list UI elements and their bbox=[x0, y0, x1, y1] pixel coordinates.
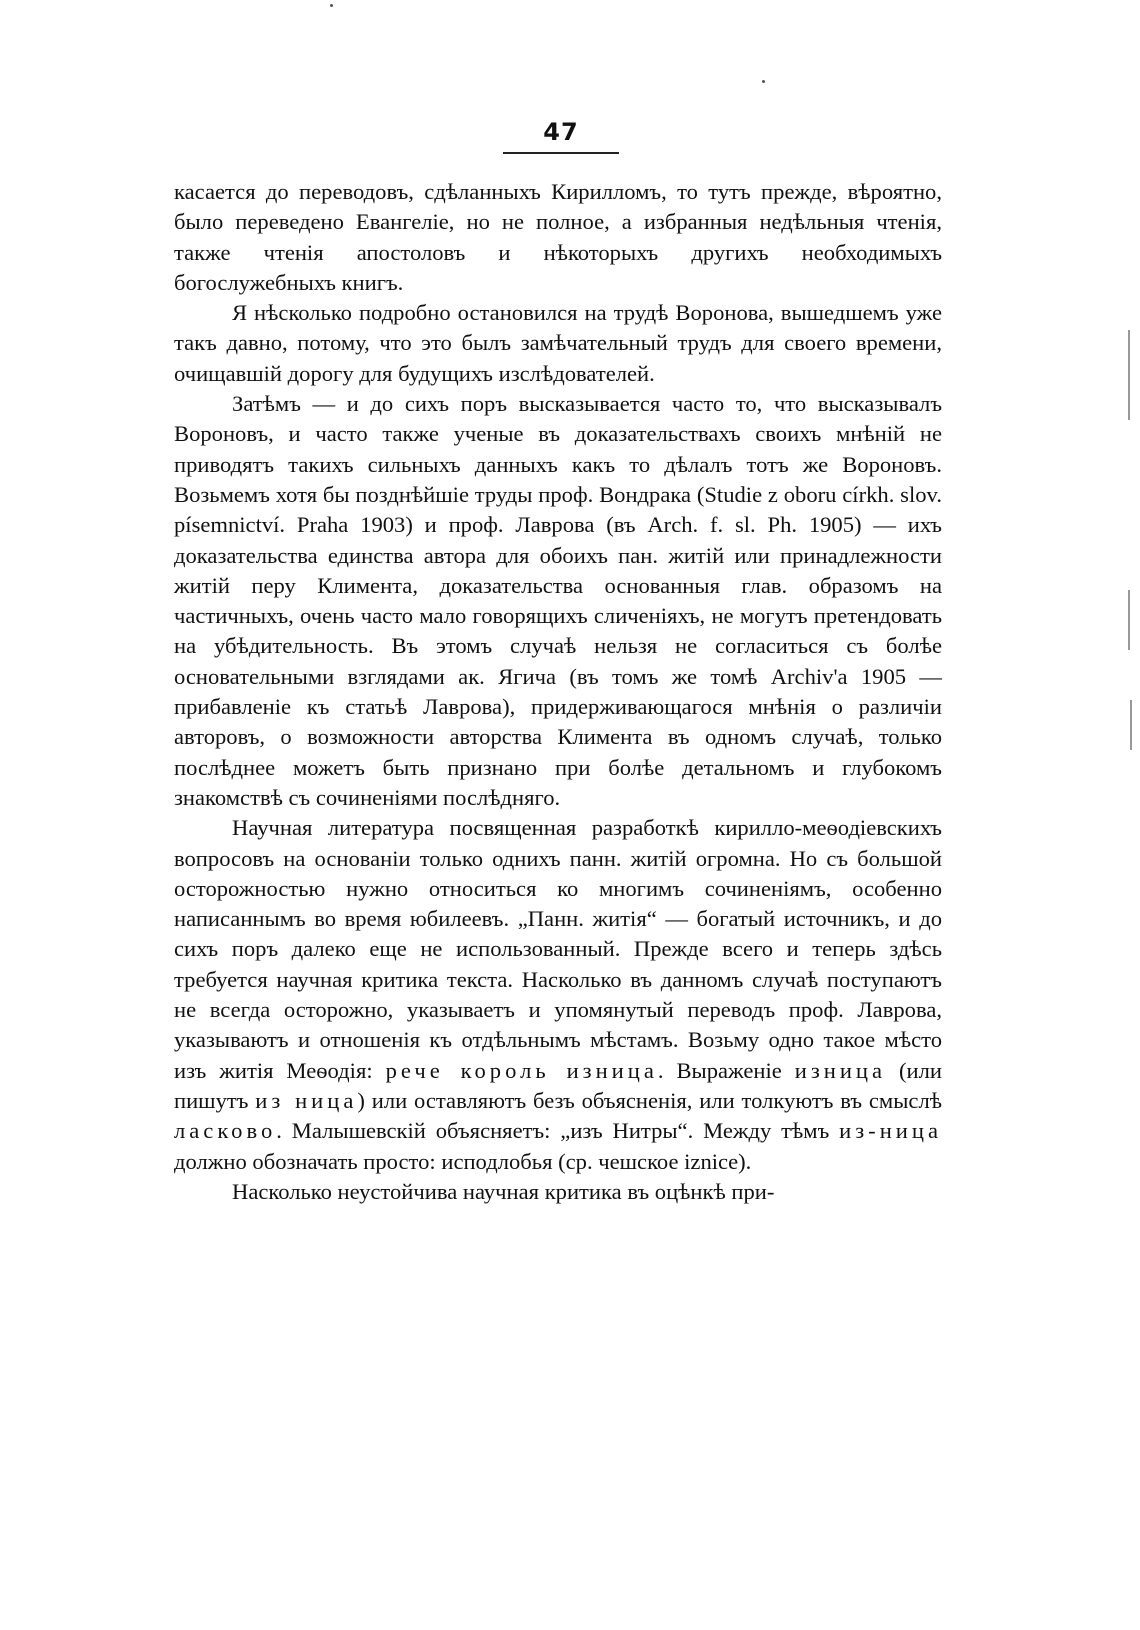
paragraph-text: должно обозначать просто: исподлобья (ср. чешское iznice). bbox=[174, 1148, 752, 1174]
paragraph-text: Затѣмъ — и до сихъ поръ высказывается часто то, что высказывалъ Вороновъ, и часто также ученые въ доказательствахъ своихъ мнѣній не приводятъ такихъ сильныхъ данныхъ какъ то дѣлалъ тотъ же Вороновъ. Возьмемъ хотя бы позднѣйшіе труды проф. Вондрака (Studie z oboru církh. slov. písemnictví. Praha 1903) и проф. Лаврова (въ Arch. f. sl. Ph. 1905) — ихъ доказательства единства автора для обоихъ пан. житій или принадлежности житій перу Климента, доказательства основанныя глав. образомъ на частичныхъ, очень часто мало говорящихъ сличеніяхъ, не могутъ претендовать на убѣдительность. Въ этомъ случаѣ нельзя не согласиться съ болѣе основательными взглядами ак. Ягича (въ томъ же томѣ Archiv'a 1905 — прибавленіе къ статьѣ Лаврова), придерживающагося мнѣнія о различіи авторовъ, о возможности авторства Климента въ одномъ случаѣ, только послѣднее можетъ быть признано при болѣе детальномъ и глубокомъ знакомствѣ съ сочиненіями послѣдняго. bbox=[174, 391, 942, 810]
paragraph-text: . Выраженіе bbox=[657, 1057, 795, 1083]
paragraph bbox=[174, 389, 942, 813]
scan-speck bbox=[330, 4, 333, 7]
scan-edge-mark bbox=[1128, 330, 1130, 420]
paragraph bbox=[174, 1177, 942, 1207]
paragraph bbox=[174, 298, 942, 389]
paragraph-text: (или пишутъ bbox=[174, 1057, 942, 1113]
paragraph-text: Я нѣсколько подробно остановился на трудѣ Воронова, вышедшемъ уже такъ давно, потому, что это былъ замѣчательный трудъ для своего времени, очищавшій дорогу для будущихъ изслѣдователей. bbox=[174, 300, 942, 386]
body-text bbox=[174, 177, 942, 1207]
paragraph bbox=[174, 813, 942, 1177]
scan-edge-mark bbox=[1128, 590, 1130, 650]
spaced-quote: изница bbox=[794, 1057, 887, 1083]
paragraph bbox=[174, 177, 942, 298]
paragraph-text: Научная литература посвященная разработкѣ кирилло-меѳодіевскихъ вопросовъ на основаніи только однихъ панн. житій огромна. Но съ большой осторожностью нужно относиться ко многимъ сочиненіямъ, особенно написаннымъ во время юбилеевъ. „Панн. житія“ — богатый источникъ, и до сихъ поръ далеко еще не использованный. Прежде всего и теперь здѣсь требуется научная критика текста. Насколько въ данномъ случаѣ поступаютъ не всегда осторожно, указываетъ и упомянутый переводъ проф. Лаврова, указываютъ и отношенія къ отдѣльнымъ мѣстамъ. Возьму одно такое мѣсто изъ житія Меѳодія: bbox=[174, 815, 942, 1083]
spaced-quote: из ница bbox=[255, 1087, 358, 1113]
scan-edge-mark bbox=[1130, 700, 1132, 750]
scan-speck bbox=[762, 80, 765, 83]
paragraph-text: ) или оставляютъ безъ объясненія, или толкуютъ въ смыслѣ bbox=[357, 1087, 942, 1113]
spaced-quote: из-ница bbox=[839, 1118, 942, 1144]
paragraph-text: . Малышевскій объясняетъ: „изъ Нитры“. Между тѣмъ bbox=[276, 1118, 840, 1144]
paragraph-text: Насколько неустойчива научная критика въ оцѣнкѣ при- bbox=[232, 1178, 775, 1204]
spaced-quote: ласково bbox=[174, 1118, 277, 1144]
page-number: 47 bbox=[543, 118, 579, 146]
spaced-quote: рече король изница bbox=[385, 1057, 658, 1083]
page-number-rule bbox=[503, 152, 619, 154]
paragraph-text: касается до переводовъ, сдѣланныхъ Кирилломъ, то тутъ прежде, вѣроятно, было переведено Евангеліе, но не полное, а избранныя недѣльныя чтенія, также чтенія апостоловъ и нѣкоторыхъ другихъ необходимыхъ богослужебныхъ книгъ. bbox=[174, 179, 942, 295]
